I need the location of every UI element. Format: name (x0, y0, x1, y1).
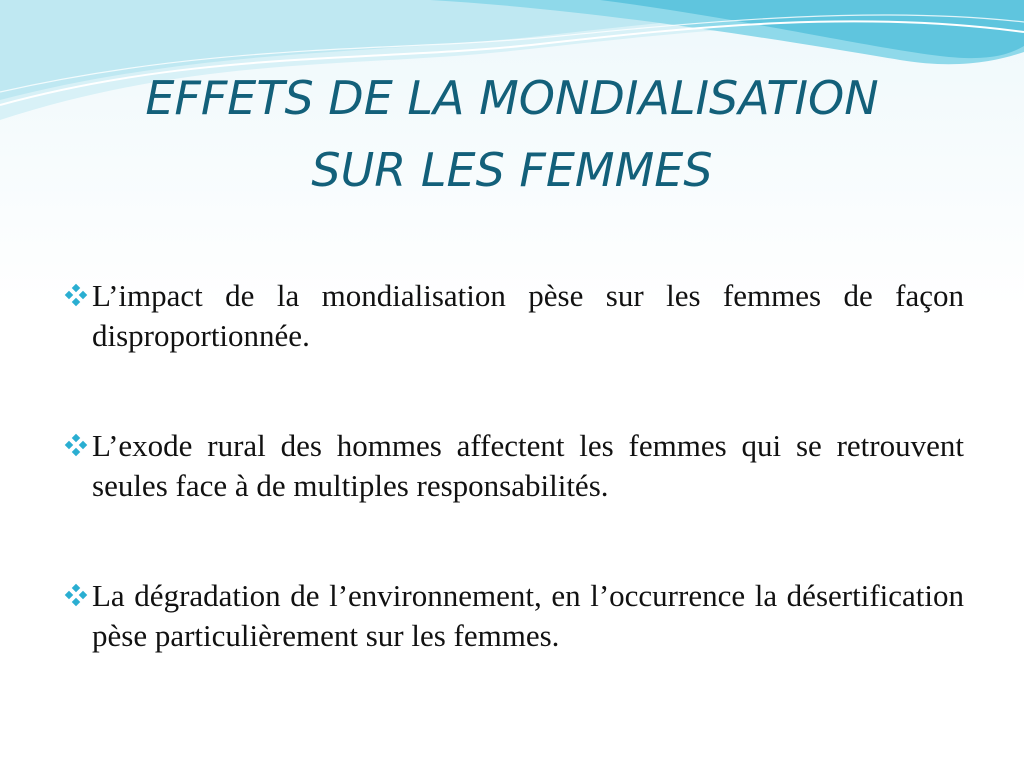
bullet-text: L’impact de la mondialisation pèse sur les femmes de façon disproportionnée. (92, 278, 964, 353)
bullet-text: L’exode rural des hommes affectent les femmes qui se retrouvent seules face à de multiples responsabilités. (92, 428, 964, 503)
bullet-text: La dégradation de l’environnement, en l’occurrence la désertification pèse particulièrement sur les femmes. (92, 578, 964, 653)
diamond-bullet-icon (64, 433, 88, 457)
slide-title-line-2: SUR LES FEMMES (311, 143, 713, 197)
bullet-list (62, 276, 964, 726)
diamond-bullet-icon (64, 583, 88, 607)
bullet-item (62, 276, 964, 356)
slide-title-line-1: EFFETS DE LA MONDIALISATION (145, 71, 879, 125)
bullet-item (62, 576, 964, 656)
bullet-item (62, 426, 964, 506)
slide-title (60, 62, 964, 206)
diamond-bullet-icon (64, 283, 88, 307)
